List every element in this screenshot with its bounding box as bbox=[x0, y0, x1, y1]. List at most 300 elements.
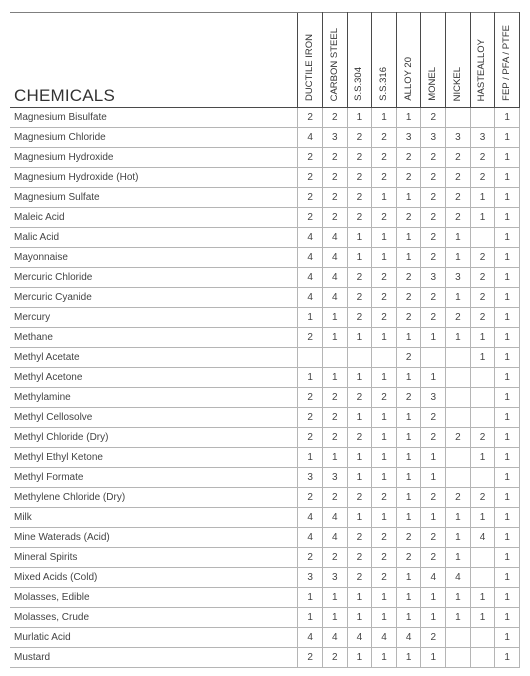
rating-cell: 1 bbox=[396, 408, 421, 428]
material-column-header bbox=[446, 13, 471, 108]
rating-cell bbox=[470, 468, 495, 488]
rating-cell: 2 bbox=[323, 548, 348, 568]
rating-cell: 1 bbox=[396, 588, 421, 608]
rating-cell: 1 bbox=[495, 488, 520, 508]
chemical-name: Methyl Ethyl Ketone bbox=[10, 448, 298, 468]
table-row bbox=[10, 248, 520, 268]
chemical-name: Mustard bbox=[10, 648, 298, 668]
material-column-label: ALLOY 20 bbox=[402, 57, 414, 101]
rating-cell: 3 bbox=[396, 128, 421, 148]
rating-cell: 4 bbox=[323, 528, 348, 548]
table-row bbox=[10, 348, 520, 368]
rating-cell: 3 bbox=[446, 128, 471, 148]
rating-cell: 1 bbox=[372, 248, 397, 268]
rating-cell: 1 bbox=[446, 588, 471, 608]
rating-cell: 1 bbox=[495, 588, 520, 608]
rating-cell: 2 bbox=[298, 188, 323, 208]
table-row bbox=[10, 128, 520, 148]
rating-cell: 1 bbox=[396, 108, 421, 128]
rating-cell: 2 bbox=[372, 128, 397, 148]
rating-cell: 4 bbox=[298, 288, 323, 308]
rating-cell: 4 bbox=[323, 268, 348, 288]
rating-cell: 1 bbox=[323, 588, 348, 608]
rating-cell: 2 bbox=[470, 168, 495, 188]
rating-cell: 2 bbox=[470, 288, 495, 308]
chemical-name: Mercury bbox=[10, 308, 298, 328]
rating-cell: 2 bbox=[446, 488, 471, 508]
rating-cell: 2 bbox=[347, 208, 372, 228]
rating-cell: 2 bbox=[396, 288, 421, 308]
rating-cell: 2 bbox=[446, 188, 471, 208]
rating-cell bbox=[470, 408, 495, 428]
table-row bbox=[10, 228, 520, 248]
rating-cell bbox=[446, 108, 471, 128]
rating-cell bbox=[446, 368, 471, 388]
rating-cell: 4 bbox=[470, 528, 495, 548]
rating-cell: 2 bbox=[347, 528, 372, 548]
rating-cell: 2 bbox=[372, 288, 397, 308]
rating-cell: 1 bbox=[446, 248, 471, 268]
chemicals-title: CHEMICALS bbox=[14, 86, 115, 105]
rating-cell: 1 bbox=[421, 588, 446, 608]
rating-cell: 2 bbox=[323, 648, 348, 668]
rating-cell: 4 bbox=[298, 248, 323, 268]
chemical-name: Murlatic Acid bbox=[10, 628, 298, 648]
rating-cell: 2 bbox=[372, 168, 397, 188]
rating-cell: 1 bbox=[495, 348, 520, 368]
rating-cell: 2 bbox=[347, 168, 372, 188]
rating-cell: 1 bbox=[396, 448, 421, 468]
rating-cell: 2 bbox=[298, 408, 323, 428]
chemical-name: Molasses, Crude bbox=[10, 608, 298, 628]
rating-cell: 1 bbox=[372, 508, 397, 528]
rating-cell: 3 bbox=[421, 128, 446, 148]
rating-cell: 1 bbox=[323, 448, 348, 468]
chemical-name: Methyl Formate bbox=[10, 468, 298, 488]
table-row bbox=[10, 548, 520, 568]
rating-cell: 1 bbox=[495, 148, 520, 168]
rating-cell bbox=[446, 348, 471, 368]
rating-cell: 1 bbox=[495, 288, 520, 308]
rating-cell: 1 bbox=[446, 288, 471, 308]
rating-cell: 2 bbox=[396, 148, 421, 168]
rating-cell: 2 bbox=[396, 388, 421, 408]
chemical-name: Milk bbox=[10, 508, 298, 528]
rating-cell: 1 bbox=[347, 248, 372, 268]
table-body bbox=[10, 108, 520, 668]
rating-cell: 4 bbox=[323, 228, 348, 248]
rating-cell: 2 bbox=[446, 168, 471, 188]
rating-cell: 2 bbox=[470, 268, 495, 288]
table-row bbox=[10, 208, 520, 228]
rating-cell: 2 bbox=[323, 108, 348, 128]
rating-cell: 1 bbox=[421, 448, 446, 468]
table-row bbox=[10, 108, 520, 128]
table-row bbox=[10, 448, 520, 468]
rating-cell: 1 bbox=[446, 328, 471, 348]
rating-cell bbox=[446, 468, 471, 488]
rating-cell: 1 bbox=[347, 408, 372, 428]
chemical-name: Methyl Cellosolve bbox=[10, 408, 298, 428]
rating-cell: 2 bbox=[298, 428, 323, 448]
chemical-name: Methane bbox=[10, 328, 298, 348]
rating-cell: 1 bbox=[470, 348, 495, 368]
material-column-header bbox=[470, 13, 495, 108]
rating-cell: 1 bbox=[323, 608, 348, 628]
table-row bbox=[10, 268, 520, 288]
rating-cell: 4 bbox=[421, 568, 446, 588]
table-row bbox=[10, 168, 520, 188]
rating-cell: 1 bbox=[495, 368, 520, 388]
material-column-header bbox=[372, 13, 397, 108]
rating-cell: 1 bbox=[421, 508, 446, 528]
rating-cell: 2 bbox=[421, 288, 446, 308]
rating-cell bbox=[446, 648, 471, 668]
rating-cell: 1 bbox=[421, 368, 446, 388]
rating-cell: 1 bbox=[421, 608, 446, 628]
rating-cell: 2 bbox=[470, 248, 495, 268]
table-row bbox=[10, 388, 520, 408]
rating-cell: 1 bbox=[298, 608, 323, 628]
rating-cell: 4 bbox=[298, 268, 323, 288]
rating-cell: 1 bbox=[298, 368, 323, 388]
rating-cell: 1 bbox=[347, 468, 372, 488]
rating-cell: 1 bbox=[470, 208, 495, 228]
rating-cell: 1 bbox=[396, 328, 421, 348]
rating-cell: 2 bbox=[298, 648, 323, 668]
chemical-name: Mayonnaise bbox=[10, 248, 298, 268]
rating-cell: 1 bbox=[396, 488, 421, 508]
rating-cell: 4 bbox=[347, 628, 372, 648]
rating-cell: 2 bbox=[347, 548, 372, 568]
rating-cell: 1 bbox=[323, 368, 348, 388]
rating-cell bbox=[347, 348, 372, 368]
rating-cell: 2 bbox=[421, 108, 446, 128]
table-row bbox=[10, 408, 520, 428]
rating-cell: 3 bbox=[421, 268, 446, 288]
chemical-name: Magnesium Hydroxide (Hot) bbox=[10, 168, 298, 188]
rating-cell: 1 bbox=[446, 228, 471, 248]
rating-cell: 2 bbox=[446, 428, 471, 448]
rating-cell: 2 bbox=[372, 488, 397, 508]
rating-cell: 1 bbox=[470, 448, 495, 468]
rating-cell: 2 bbox=[298, 488, 323, 508]
rating-cell: 1 bbox=[372, 468, 397, 488]
rating-cell: 1 bbox=[495, 528, 520, 548]
rating-cell: 2 bbox=[421, 168, 446, 188]
table-row bbox=[10, 328, 520, 348]
rating-cell: 1 bbox=[372, 368, 397, 388]
rating-cell bbox=[372, 348, 397, 368]
rating-cell: 1 bbox=[495, 468, 520, 488]
rating-cell: 2 bbox=[323, 408, 348, 428]
table-row bbox=[10, 148, 520, 168]
material-column-label: DUCTILE IRON bbox=[304, 33, 316, 101]
rating-cell: 1 bbox=[495, 548, 520, 568]
rating-cell: 2 bbox=[396, 308, 421, 328]
chemical-compatibility-sheet bbox=[10, 12, 520, 668]
rating-cell: 1 bbox=[421, 468, 446, 488]
material-column-header bbox=[495, 13, 520, 108]
rating-cell: 1 bbox=[347, 508, 372, 528]
rating-cell: 1 bbox=[396, 468, 421, 488]
chemical-name: Methyl Chloride (Dry) bbox=[10, 428, 298, 448]
rating-cell: 1 bbox=[372, 188, 397, 208]
chemical-name: Mixed Acids (Cold) bbox=[10, 568, 298, 588]
rating-cell: 1 bbox=[396, 608, 421, 628]
rating-cell: 4 bbox=[298, 508, 323, 528]
rating-cell: 1 bbox=[347, 108, 372, 128]
rating-cell bbox=[470, 568, 495, 588]
material-column-label: NICKEL bbox=[451, 66, 463, 101]
rating-cell: 2 bbox=[347, 148, 372, 168]
rating-cell: 1 bbox=[495, 248, 520, 268]
rating-cell: 2 bbox=[372, 548, 397, 568]
rating-cell: 4 bbox=[446, 568, 471, 588]
rating-cell: 1 bbox=[495, 208, 520, 228]
rating-cell: 1 bbox=[495, 408, 520, 428]
rating-cell: 1 bbox=[495, 228, 520, 248]
rating-cell: 1 bbox=[446, 548, 471, 568]
rating-cell: 1 bbox=[446, 608, 471, 628]
material-column-header bbox=[396, 13, 421, 108]
rating-cell: 3 bbox=[446, 268, 471, 288]
rating-cell: 1 bbox=[347, 228, 372, 248]
rating-cell: 1 bbox=[446, 508, 471, 528]
rating-cell: 1 bbox=[470, 188, 495, 208]
rating-cell: 1 bbox=[347, 448, 372, 468]
chemical-name: Mercuric Chloride bbox=[10, 268, 298, 288]
material-column-header bbox=[298, 13, 323, 108]
material-column-header bbox=[323, 13, 348, 108]
rating-cell: 2 bbox=[421, 488, 446, 508]
rating-cell: 2 bbox=[396, 528, 421, 548]
rating-cell: 1 bbox=[347, 368, 372, 388]
rating-cell: 2 bbox=[421, 408, 446, 428]
rating-cell: 3 bbox=[421, 388, 446, 408]
rating-cell: 1 bbox=[298, 448, 323, 468]
rating-cell: 2 bbox=[323, 188, 348, 208]
rating-cell: 1 bbox=[372, 408, 397, 428]
rating-cell: 4 bbox=[396, 628, 421, 648]
table-header-row bbox=[10, 13, 520, 108]
table-row bbox=[10, 468, 520, 488]
rating-cell bbox=[446, 628, 471, 648]
rating-cell: 2 bbox=[323, 388, 348, 408]
rating-cell: 2 bbox=[396, 208, 421, 228]
rating-cell: 2 bbox=[347, 488, 372, 508]
rating-cell: 2 bbox=[421, 248, 446, 268]
rating-cell: 4 bbox=[323, 628, 348, 648]
rating-cell: 3 bbox=[323, 468, 348, 488]
rating-cell: 2 bbox=[298, 168, 323, 188]
rating-cell bbox=[446, 408, 471, 428]
rating-cell: 4 bbox=[323, 248, 348, 268]
rating-cell: 2 bbox=[421, 208, 446, 228]
rating-cell: 1 bbox=[470, 508, 495, 528]
rating-cell: 2 bbox=[347, 388, 372, 408]
rating-cell bbox=[470, 368, 495, 388]
rating-cell: 2 bbox=[323, 488, 348, 508]
rating-cell: 2 bbox=[470, 488, 495, 508]
rating-cell: 2 bbox=[446, 148, 471, 168]
rating-cell: 1 bbox=[495, 108, 520, 128]
rating-cell: 1 bbox=[347, 608, 372, 628]
rating-cell: 2 bbox=[372, 308, 397, 328]
rating-cell: 2 bbox=[372, 568, 397, 588]
rating-cell: 4 bbox=[323, 288, 348, 308]
rating-cell: 2 bbox=[347, 188, 372, 208]
table-row bbox=[10, 628, 520, 648]
table-row bbox=[10, 648, 520, 668]
rating-cell bbox=[470, 628, 495, 648]
rating-cell: 1 bbox=[396, 188, 421, 208]
rating-cell: 1 bbox=[372, 328, 397, 348]
rating-cell: 1 bbox=[372, 108, 397, 128]
rating-cell: 1 bbox=[495, 388, 520, 408]
rating-cell: 1 bbox=[495, 308, 520, 328]
table-row bbox=[10, 288, 520, 308]
rating-cell: 2 bbox=[396, 348, 421, 368]
rating-cell: 2 bbox=[347, 428, 372, 448]
rating-cell: 2 bbox=[396, 168, 421, 188]
chemical-name: Magnesium Sulfate bbox=[10, 188, 298, 208]
rating-cell: 1 bbox=[396, 648, 421, 668]
rating-cell: 2 bbox=[298, 148, 323, 168]
chemicals-column-header bbox=[10, 13, 298, 108]
rating-cell: 2 bbox=[298, 208, 323, 228]
rating-cell: 1 bbox=[421, 328, 446, 348]
rating-cell: 1 bbox=[495, 268, 520, 288]
rating-cell: 3 bbox=[470, 128, 495, 148]
rating-cell: 3 bbox=[323, 568, 348, 588]
rating-cell: 2 bbox=[372, 208, 397, 228]
chemical-name: Magnesium Hydroxide bbox=[10, 148, 298, 168]
material-column-label: S.S.304 bbox=[353, 67, 365, 101]
table-row bbox=[10, 428, 520, 448]
rating-cell: 1 bbox=[421, 648, 446, 668]
rating-cell: 1 bbox=[298, 308, 323, 328]
rating-cell: 2 bbox=[298, 108, 323, 128]
rating-cell: 2 bbox=[347, 568, 372, 588]
rating-cell: 2 bbox=[396, 548, 421, 568]
rating-cell bbox=[421, 348, 446, 368]
rating-cell bbox=[446, 388, 471, 408]
table-row bbox=[10, 368, 520, 388]
table-row bbox=[10, 568, 520, 588]
rating-cell: 1 bbox=[495, 128, 520, 148]
chemical-name: Molasses, Edible bbox=[10, 588, 298, 608]
chemical-name: Mercuric Cyanide bbox=[10, 288, 298, 308]
table-row bbox=[10, 308, 520, 328]
rating-cell: 1 bbox=[396, 228, 421, 248]
rating-cell: 2 bbox=[347, 128, 372, 148]
rating-cell bbox=[446, 448, 471, 468]
rating-cell: 1 bbox=[396, 568, 421, 588]
rating-cell: 4 bbox=[298, 628, 323, 648]
rating-cell: 1 bbox=[372, 648, 397, 668]
rating-cell: 2 bbox=[396, 268, 421, 288]
rating-cell: 2 bbox=[421, 548, 446, 568]
rating-cell: 1 bbox=[495, 328, 520, 348]
rating-cell: 1 bbox=[372, 448, 397, 468]
rating-cell: 2 bbox=[323, 168, 348, 188]
rating-cell: 2 bbox=[421, 428, 446, 448]
rating-cell: 1 bbox=[298, 588, 323, 608]
material-column-label: FEP / PFA / PTFE bbox=[501, 25, 513, 101]
rating-cell: 4 bbox=[298, 228, 323, 248]
table-row bbox=[10, 588, 520, 608]
chemical-name: Malic Acid bbox=[10, 228, 298, 248]
rating-cell: 2 bbox=[446, 308, 471, 328]
rating-cell: 2 bbox=[298, 388, 323, 408]
rating-cell: 1 bbox=[495, 648, 520, 668]
rating-cell: 1 bbox=[372, 588, 397, 608]
rating-cell: 1 bbox=[470, 608, 495, 628]
table-row bbox=[10, 508, 520, 528]
chemical-name: Methylene Chloride (Dry) bbox=[10, 488, 298, 508]
rating-cell: 2 bbox=[323, 428, 348, 448]
table-row bbox=[10, 528, 520, 548]
rating-cell: 3 bbox=[298, 568, 323, 588]
rating-cell: 1 bbox=[495, 448, 520, 468]
rating-cell: 1 bbox=[372, 608, 397, 628]
rating-cell: 1 bbox=[495, 568, 520, 588]
rating-cell: 2 bbox=[347, 288, 372, 308]
rating-cell: 2 bbox=[421, 228, 446, 248]
rating-cell: 2 bbox=[421, 188, 446, 208]
table-row bbox=[10, 188, 520, 208]
rating-cell: 1 bbox=[396, 428, 421, 448]
rating-cell: 1 bbox=[372, 428, 397, 448]
rating-cell: 1 bbox=[495, 628, 520, 648]
chemical-name: Magnesium Bisulfate bbox=[10, 108, 298, 128]
rating-cell: 1 bbox=[396, 368, 421, 388]
rating-cell: 2 bbox=[446, 208, 471, 228]
rating-cell: 3 bbox=[323, 128, 348, 148]
rating-cell: 1 bbox=[470, 328, 495, 348]
rating-cell bbox=[470, 548, 495, 568]
rating-cell bbox=[323, 348, 348, 368]
rating-cell: 4 bbox=[372, 628, 397, 648]
rating-cell: 2 bbox=[347, 308, 372, 328]
rating-cell: 4 bbox=[298, 128, 323, 148]
rating-cell bbox=[470, 108, 495, 128]
rating-cell: 1 bbox=[495, 508, 520, 528]
rating-cell: 3 bbox=[298, 468, 323, 488]
rating-cell: 1 bbox=[495, 168, 520, 188]
rating-cell: 1 bbox=[347, 648, 372, 668]
chemical-name: Methylamine bbox=[10, 388, 298, 408]
chemical-name: Maleic Acid bbox=[10, 208, 298, 228]
rating-cell: 2 bbox=[323, 208, 348, 228]
material-column-label: S.S.316 bbox=[378, 67, 390, 101]
chemical-name: Methyl Acetone bbox=[10, 368, 298, 388]
rating-cell: 1 bbox=[323, 328, 348, 348]
rating-cell: 1 bbox=[347, 328, 372, 348]
chemical-name: Mine Waterads (Acid) bbox=[10, 528, 298, 548]
rating-cell: 2 bbox=[372, 268, 397, 288]
chemical-name: Mineral Spirits bbox=[10, 548, 298, 568]
rating-cell: 2 bbox=[421, 308, 446, 328]
rating-cell bbox=[470, 228, 495, 248]
rating-cell: 2 bbox=[298, 548, 323, 568]
rating-cell bbox=[470, 388, 495, 408]
chemical-name: Magnesium Chloride bbox=[10, 128, 298, 148]
rating-cell: 2 bbox=[347, 268, 372, 288]
chemical-name: Methyl Acetate bbox=[10, 348, 298, 368]
material-column-label: HASTEALLOY bbox=[476, 38, 488, 101]
